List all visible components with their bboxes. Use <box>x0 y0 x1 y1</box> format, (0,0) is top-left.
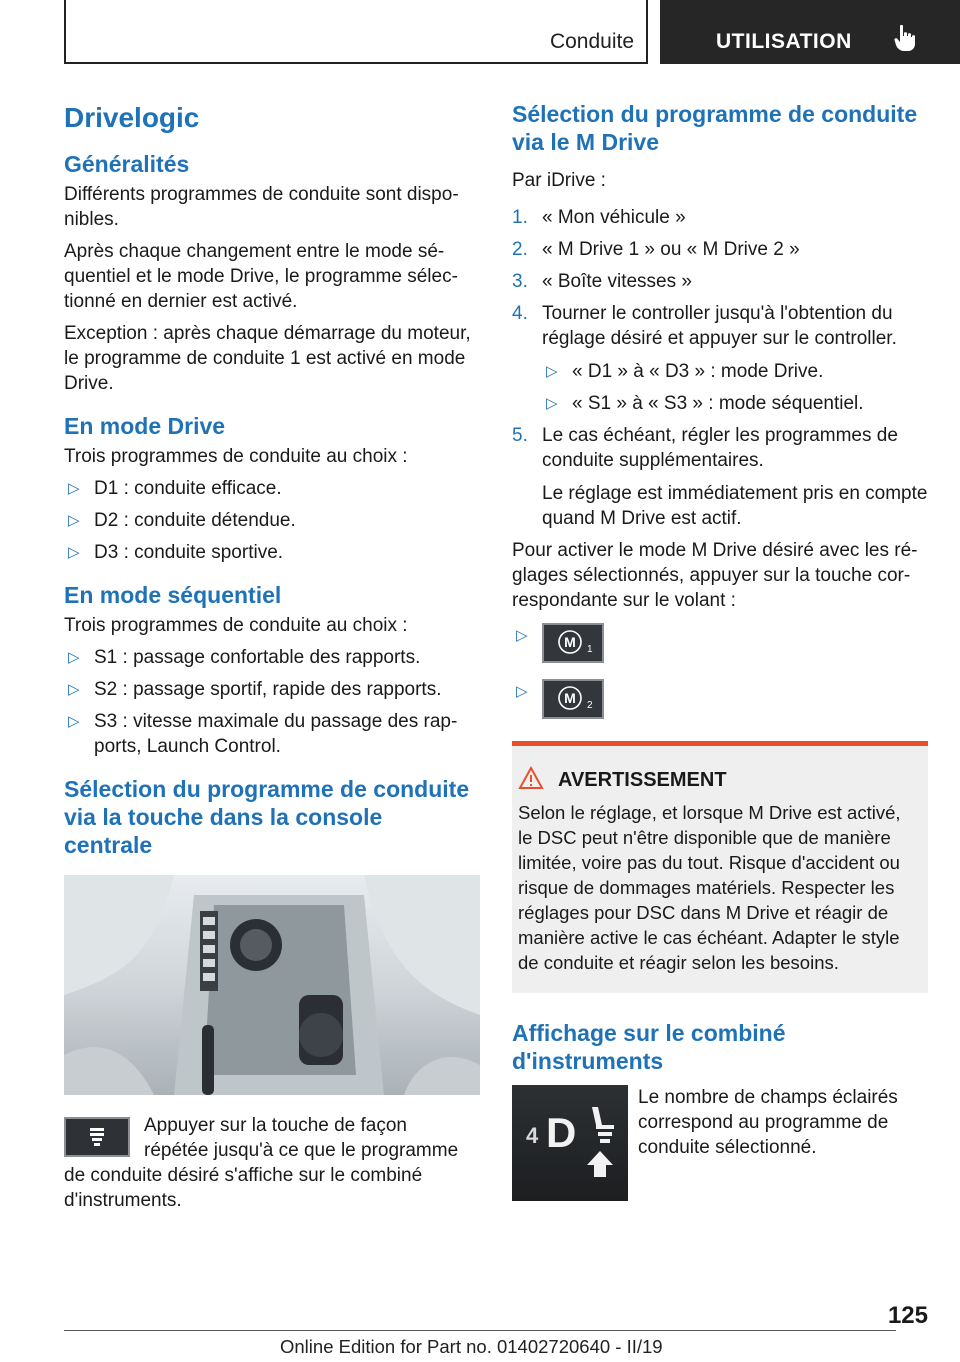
page-title: Drivelogic <box>64 102 200 133</box>
list-item: ▷ S3 : vitesse maximale du passage des rapports, Launch Control. <box>68 711 458 757</box>
mdrive-intro: Par iDrive : <box>512 170 606 191</box>
m2-button-icon <box>542 679 604 719</box>
warning-box <box>512 741 928 993</box>
drive-mode-heading: En mode Drive <box>64 413 226 439</box>
triangle-bullet-icon: ▷ <box>68 713 80 730</box>
mdrive-steps <box>512 205 928 531</box>
triangle-bullet-icon: ▷ <box>68 649 80 666</box>
list-item: ▷ D2 : conduite détendue. <box>68 510 296 531</box>
list-item: ▷ S1 : passage confortable des rapports. <box>68 647 421 668</box>
svg-text:2: 2 <box>587 700 593 711</box>
general-paragraph-2: Après chaque changement entre le mode séquentiel et le mode Drive, le programme sélectionné en dernier est activé. <box>64 241 458 312</box>
drive-mode-list <box>64 476 476 565</box>
console-instruction <box>64 1113 476 1213</box>
svg-text:1: 1 <box>587 644 593 655</box>
list-item <box>512 623 928 665</box>
cluster-text: Le nombre de champs éclairés correspond au programme de conduite sélectionné. <box>638 1087 898 1158</box>
header-section-tab <box>64 0 648 64</box>
svg-text:M: M <box>564 690 576 706</box>
left-column <box>64 100 476 1220</box>
step5-note: Le réglage est immédiatement pris en compte quand M Drive est actif. <box>542 483 928 529</box>
sequential-mode-list <box>64 645 476 759</box>
cluster-section <box>512 1085 928 1205</box>
header-chapter-tab <box>660 0 960 64</box>
mdrive-activate-text: Pour activer le mode M Drive désiré avec les réglages sélectionnés, appuyer sur la touche correspondante sur le volant : <box>512 540 918 611</box>
m1-button-icon <box>542 623 604 663</box>
triangle-bullet-icon: ▷ <box>546 395 558 412</box>
page-number: 125 <box>887 1302 928 1329</box>
svg-text:4: 4 <box>526 1123 539 1148</box>
mdrive-heading: Sélection du programme de conduite via le M Drive <box>512 101 918 155</box>
step-item: 2. « M Drive 1 » ou « M Drive 2 » <box>512 239 800 260</box>
general-paragraph-3: Exception : après chaque démarrage du moteur, le programme de conduite 1 est activé en mode Drive. <box>64 323 471 394</box>
console-instruction-text: Appuyer sur la touche de façon répétée jusqu'à ce que le programme de conduite désiré s'affiche sur le combiné d'instruments. <box>64 1115 459 1211</box>
warning-text: Selon le réglage, et lorsque M Drive est activé, le DSC peut n'être disponible que de manière limitée, voire pas du tout. Risque d'accident ou risque de dommages matériels. Respecter les réglages pour DSC dans M Drive et réagir de manière active le cas échéant. Adapter le style de conduite et réagir selon les besoins. <box>518 802 901 973</box>
instrument-cluster-image <box>512 1085 628 1201</box>
list-item: ▷ D3 : conduite sportive. <box>68 542 284 563</box>
right-column <box>512 100 928 1205</box>
step-item: 3. « Boîte vitesses » <box>512 271 692 292</box>
sequential-mode-intro: Trois programmes de conduite au choix : <box>64 615 408 636</box>
triangle-bullet-icon: ▷ <box>68 480 80 497</box>
step-item: 5. Le cas échéant, régler les programmes de conduite supplémentaires. Le réglage est immédiatement pris en compte quand M Drive est actif. <box>512 425 928 529</box>
step-item: 4. Tourner le controller jusqu'à l'obtention du réglage désiré et appuyer sur le controller. ▷ « D1 » à « D3 » : mode Drive. ▷ « S1 » à « S3 » : mode séquentiel. <box>512 301 928 416</box>
drivelogic-button-icon <box>64 1117 130 1157</box>
footer-divider <box>64 1330 896 1331</box>
triangle-bullet-icon: ▷ <box>516 683 528 700</box>
step4-sublist <box>542 359 928 416</box>
triangle-bullet-icon: ▷ <box>68 544 80 561</box>
footer-edition: Online Edition for Part no. 01402720640 - II/19 <box>280 1336 663 1357</box>
cluster-heading: Affichage sur le combiné d'instruments <box>512 1020 786 1074</box>
list-item: ▷ « D1 » à « D3 » : mode Drive. <box>546 361 824 382</box>
sequential-mode-heading: En mode séquentiel <box>64 582 282 608</box>
general-heading: Généralités <box>64 151 190 177</box>
mdrive-buttons-list <box>512 623 928 721</box>
svg-text:M: M <box>564 634 576 650</box>
drive-mode-intro: Trois programmes de conduite au choix : <box>64 446 408 467</box>
general-paragraph-1: Différents programmes de conduite sont disponibles. <box>64 184 459 230</box>
list-item: ▷ « S1 » à « S3 » : mode séquentiel. <box>546 393 864 414</box>
pointing-hand-icon <box>894 24 916 52</box>
header-section-label: Conduite <box>549 30 634 53</box>
center-console-photo <box>64 875 480 1095</box>
header-chapter-label: UTILISATION <box>716 30 852 53</box>
triangle-bullet-icon: ▷ <box>516 627 528 644</box>
svg-text:D: D <box>546 1109 577 1156</box>
warning-title: AVERTISSEMENT <box>518 768 920 792</box>
console-heading: Sélection du programme de conduite via la touche dans la console centrale <box>64 776 470 858</box>
triangle-bullet-icon: ▷ <box>546 363 558 380</box>
list-item: ▷ S2 : passage sportif, rapide des rapports. <box>68 679 442 700</box>
list-item: ▷ D1 : conduite efficace. <box>68 478 282 499</box>
warning-triangle-icon <box>518 766 544 790</box>
list-item <box>512 679 928 721</box>
triangle-bullet-icon: ▷ <box>68 512 80 529</box>
triangle-bullet-icon: ▷ <box>68 681 80 698</box>
step-item: 1. « Mon véhicule » <box>512 207 686 228</box>
